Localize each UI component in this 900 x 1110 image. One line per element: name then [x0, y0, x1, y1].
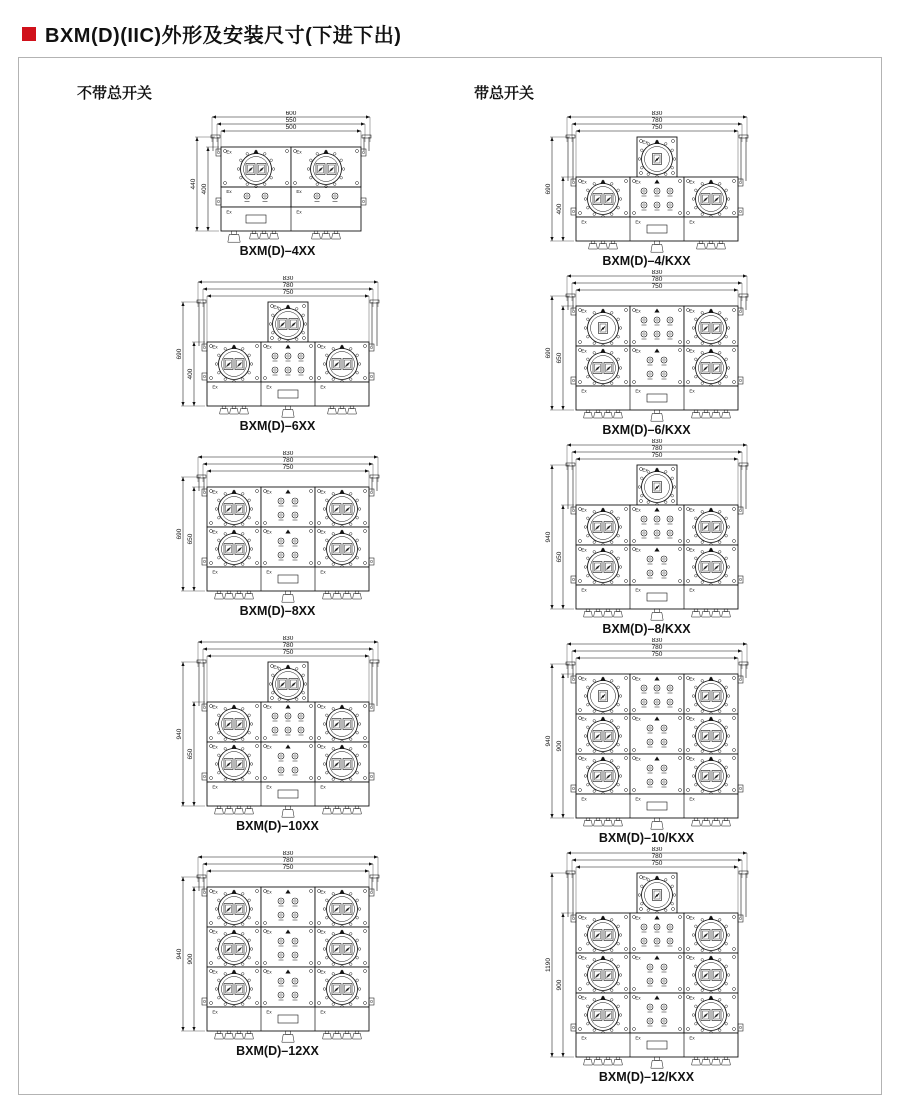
- svg-text:Ex: Ex: [641, 467, 648, 473]
- diagram-caption: BXM(D)–10XX: [236, 819, 319, 833]
- svg-text:750: 750: [651, 651, 662, 659]
- enclosure-drawing: [538, 111, 756, 253]
- svg-text:550: 550: [285, 117, 297, 125]
- diagram-caption: BXM(D)–12XX: [236, 1044, 319, 1058]
- svg-text:Ex: Ex: [688, 587, 695, 593]
- svg-text:Ex: Ex: [211, 784, 218, 790]
- svg-text:Ex: Ex: [265, 1009, 272, 1015]
- svg-text:Ex: Ex: [580, 547, 587, 553]
- svg-text:650: 650: [186, 533, 194, 545]
- svg-text:750: 750: [282, 464, 293, 472]
- svg-text:690: 690: [175, 528, 183, 540]
- diagram-list-with-main-switch: [538, 111, 756, 1084]
- svg-text:Ex: Ex: [580, 348, 587, 354]
- svg-text:Ex: Ex: [688, 507, 695, 513]
- svg-text:690: 690: [175, 348, 183, 360]
- dimension-diagram: [176, 111, 379, 258]
- svg-text:830: 830: [651, 111, 662, 118]
- svg-text:Ex: Ex: [634, 179, 641, 185]
- dimension-diagram: [538, 439, 756, 636]
- svg-text:Ex: Ex: [296, 149, 302, 155]
- svg-text:690: 690: [544, 347, 552, 359]
- svg-text:Ex: Ex: [272, 664, 279, 670]
- svg-text:Ex: Ex: [265, 344, 272, 350]
- svg-text:400: 400: [201, 183, 208, 195]
- diagram-caption: BXM(D)–10/KXX: [598, 831, 695, 845]
- svg-text:Ex: Ex: [580, 1035, 587, 1041]
- diagram-caption: BXM(D)–8XX: [239, 604, 316, 618]
- svg-text:Ex: Ex: [211, 1009, 218, 1015]
- svg-text:Ex: Ex: [688, 756, 695, 762]
- svg-text:Ex: Ex: [688, 388, 695, 394]
- svg-text:750: 750: [651, 452, 662, 460]
- svg-text:Ex: Ex: [688, 547, 695, 553]
- enclosure-drawing: [538, 439, 756, 621]
- svg-text:Ex: Ex: [634, 676, 641, 682]
- dimension-diagram: [169, 451, 387, 618]
- svg-text:900: 900: [555, 979, 563, 991]
- enclosure-drawing: [538, 270, 756, 422]
- enclosure-drawing: [538, 847, 756, 1069]
- svg-text:650: 650: [186, 748, 194, 760]
- svg-text:Ex: Ex: [634, 507, 641, 513]
- column-without-main-switch: [19, 58, 450, 1094]
- svg-text:830: 830: [651, 439, 662, 446]
- svg-text:400: 400: [555, 203, 563, 215]
- svg-text:Ex: Ex: [580, 796, 587, 802]
- svg-text:750: 750: [282, 649, 293, 657]
- svg-text:Ex: Ex: [634, 756, 641, 762]
- svg-text:500: 500: [285, 124, 297, 132]
- svg-text:Ex: Ex: [211, 569, 218, 575]
- svg-text:Ex: Ex: [634, 1035, 641, 1041]
- svg-text:Ex: Ex: [641, 875, 648, 881]
- svg-text:830: 830: [282, 636, 293, 643]
- svg-text:Ex: Ex: [580, 915, 587, 921]
- svg-text:Ex: Ex: [265, 889, 272, 895]
- dimension-diagram: [538, 270, 756, 437]
- svg-text:830: 830: [282, 451, 293, 458]
- svg-text:Ex: Ex: [265, 569, 272, 575]
- svg-text:900: 900: [186, 953, 194, 965]
- svg-text:Ex: Ex: [265, 744, 272, 750]
- svg-text:940: 940: [175, 948, 183, 960]
- enclosure-drawing: [169, 276, 387, 418]
- dimension-diagram: [538, 847, 756, 1084]
- svg-text:Ex: Ex: [265, 529, 272, 535]
- svg-text:600: 600: [285, 111, 297, 118]
- svg-text:940: 940: [175, 728, 183, 740]
- svg-text:780: 780: [651, 853, 662, 861]
- column-header-without-main-switch: 不带总开关: [77, 85, 153, 102]
- diagram-list-without-main-switch: [169, 111, 387, 1058]
- svg-text:Ex: Ex: [580, 995, 587, 1001]
- svg-text:Ex: Ex: [634, 955, 641, 961]
- svg-text:Ex: Ex: [211, 889, 218, 895]
- svg-text:Ex: Ex: [580, 676, 587, 682]
- svg-text:Ex: Ex: [641, 139, 648, 145]
- dimension-diagram: [169, 636, 387, 833]
- column-header-with-main-switch: 带总开关: [474, 85, 535, 102]
- svg-text:Ex: Ex: [319, 384, 326, 390]
- svg-text:Ex: Ex: [226, 209, 232, 215]
- svg-text:Ex: Ex: [634, 388, 641, 394]
- svg-text:650: 650: [555, 551, 563, 563]
- svg-text:690: 690: [544, 183, 552, 195]
- svg-text:Ex: Ex: [211, 489, 218, 495]
- page-title-row: [0, 0, 900, 48]
- svg-text:Ex: Ex: [211, 529, 218, 535]
- svg-text:Ex: Ex: [688, 179, 695, 185]
- svg-text:900: 900: [555, 740, 563, 752]
- svg-text:Ex: Ex: [296, 209, 302, 215]
- svg-text:400: 400: [186, 368, 194, 380]
- red-square-bullet-icon: [22, 27, 36, 41]
- svg-text:940: 940: [544, 735, 552, 747]
- dimension-diagram: [538, 111, 756, 268]
- svg-text:Ex: Ex: [688, 219, 695, 225]
- svg-text:Ex: Ex: [634, 219, 641, 225]
- svg-text:Ex: Ex: [211, 969, 218, 975]
- svg-text:Ex: Ex: [319, 569, 326, 575]
- svg-text:780: 780: [651, 644, 662, 652]
- svg-text:830: 830: [282, 851, 293, 858]
- svg-text:Ex: Ex: [580, 716, 587, 722]
- diagram-panel: [18, 57, 882, 1095]
- svg-text:750: 750: [651, 860, 662, 868]
- enclosure-drawing: [169, 636, 387, 818]
- svg-text:Ex: Ex: [211, 744, 218, 750]
- svg-text:Ex: Ex: [265, 929, 272, 935]
- svg-text:Ex: Ex: [634, 995, 641, 1001]
- svg-text:830: 830: [651, 638, 662, 645]
- svg-text:Ex: Ex: [634, 915, 641, 921]
- svg-text:Ex: Ex: [580, 308, 587, 314]
- svg-text:Ex: Ex: [265, 784, 272, 790]
- svg-text:Ex: Ex: [265, 489, 272, 495]
- svg-text:Ex: Ex: [688, 955, 695, 961]
- svg-text:830: 830: [282, 276, 293, 283]
- svg-text:Ex: Ex: [580, 219, 587, 225]
- svg-text:Ex: Ex: [319, 529, 326, 535]
- page-title: BXM(D)(IIC)外形及安装尺寸(下进下出): [45, 25, 402, 47]
- svg-text:830: 830: [651, 847, 662, 854]
- svg-text:750: 750: [282, 289, 293, 297]
- diagram-caption: BXM(D)–4XX: [239, 244, 316, 258]
- enclosure-drawing: [169, 851, 387, 1043]
- svg-text:Ex: Ex: [580, 388, 587, 394]
- svg-text:650: 650: [555, 352, 563, 364]
- svg-text:Ex: Ex: [319, 889, 326, 895]
- svg-text:Ex: Ex: [265, 704, 272, 710]
- svg-text:Ex: Ex: [296, 189, 302, 194]
- svg-text:Ex: Ex: [211, 344, 218, 350]
- svg-text:Ex: Ex: [580, 179, 587, 185]
- svg-text:780: 780: [282, 642, 293, 650]
- svg-text:Ex: Ex: [634, 547, 641, 553]
- svg-text:780: 780: [282, 457, 293, 465]
- svg-text:780: 780: [651, 445, 662, 453]
- svg-text:Ex: Ex: [634, 587, 641, 593]
- svg-text:Ex: Ex: [319, 1009, 326, 1015]
- diagram-caption: BXM(D)–4/KXX: [602, 254, 691, 268]
- svg-text:Ex: Ex: [319, 969, 326, 975]
- svg-text:780: 780: [651, 117, 662, 125]
- svg-text:Ex: Ex: [580, 507, 587, 513]
- column-with-main-switch: [450, 58, 881, 1094]
- svg-text:Ex: Ex: [265, 969, 272, 975]
- svg-text:Ex: Ex: [319, 784, 326, 790]
- diagram-caption: BXM(D)–8/KXX: [602, 622, 691, 636]
- diagram-caption: BXM(D)–6/KXX: [602, 423, 691, 437]
- svg-text:Ex: Ex: [688, 308, 695, 314]
- enclosure-drawing: [538, 638, 756, 830]
- svg-text:Ex: Ex: [634, 716, 641, 722]
- svg-text:Ex: Ex: [319, 929, 326, 935]
- svg-text:Ex: Ex: [634, 308, 641, 314]
- dimension-diagram: [538, 638, 756, 845]
- svg-text:Ex: Ex: [211, 384, 218, 390]
- svg-text:940: 940: [544, 531, 552, 543]
- svg-text:750: 750: [282, 864, 293, 872]
- svg-text:Ex: Ex: [634, 348, 641, 354]
- svg-text:Ex: Ex: [688, 716, 695, 722]
- svg-text:Ex: Ex: [688, 1035, 695, 1041]
- svg-text:Ex: Ex: [226, 189, 232, 194]
- dimension-diagram: [169, 276, 387, 433]
- svg-text:Ex: Ex: [319, 744, 326, 750]
- svg-text:Ex: Ex: [580, 587, 587, 593]
- svg-text:Ex: Ex: [319, 489, 326, 495]
- svg-text:Ex: Ex: [634, 796, 641, 802]
- svg-text:780: 780: [651, 276, 662, 284]
- svg-text:830: 830: [651, 270, 662, 277]
- svg-text:Ex: Ex: [688, 676, 695, 682]
- svg-text:Ex: Ex: [265, 384, 272, 390]
- svg-text:Ex: Ex: [211, 929, 218, 935]
- dimension-diagram: [169, 851, 387, 1058]
- svg-text:Ex: Ex: [580, 955, 587, 961]
- svg-text:750: 750: [651, 283, 662, 291]
- svg-text:Ex: Ex: [580, 756, 587, 762]
- svg-text:750: 750: [651, 124, 662, 132]
- svg-text:780: 780: [282, 857, 293, 865]
- svg-text:Ex: Ex: [688, 348, 695, 354]
- svg-text:1190: 1190: [544, 958, 552, 972]
- svg-text:440: 440: [190, 178, 197, 190]
- svg-text:Ex: Ex: [226, 149, 232, 155]
- diagram-caption: BXM(D)–12/KXX: [598, 1070, 695, 1084]
- enclosure-drawing: [169, 451, 387, 603]
- svg-text:Ex: Ex: [272, 304, 279, 310]
- enclosure-drawing: [176, 111, 379, 243]
- svg-text:Ex: Ex: [688, 796, 695, 802]
- svg-text:Ex: Ex: [211, 704, 218, 710]
- diagram-caption: BXM(D)–6XX: [239, 419, 316, 433]
- svg-text:Ex: Ex: [319, 704, 326, 710]
- svg-text:Ex: Ex: [688, 915, 695, 921]
- svg-text:780: 780: [282, 282, 293, 290]
- svg-text:Ex: Ex: [688, 995, 695, 1001]
- svg-text:Ex: Ex: [319, 344, 326, 350]
